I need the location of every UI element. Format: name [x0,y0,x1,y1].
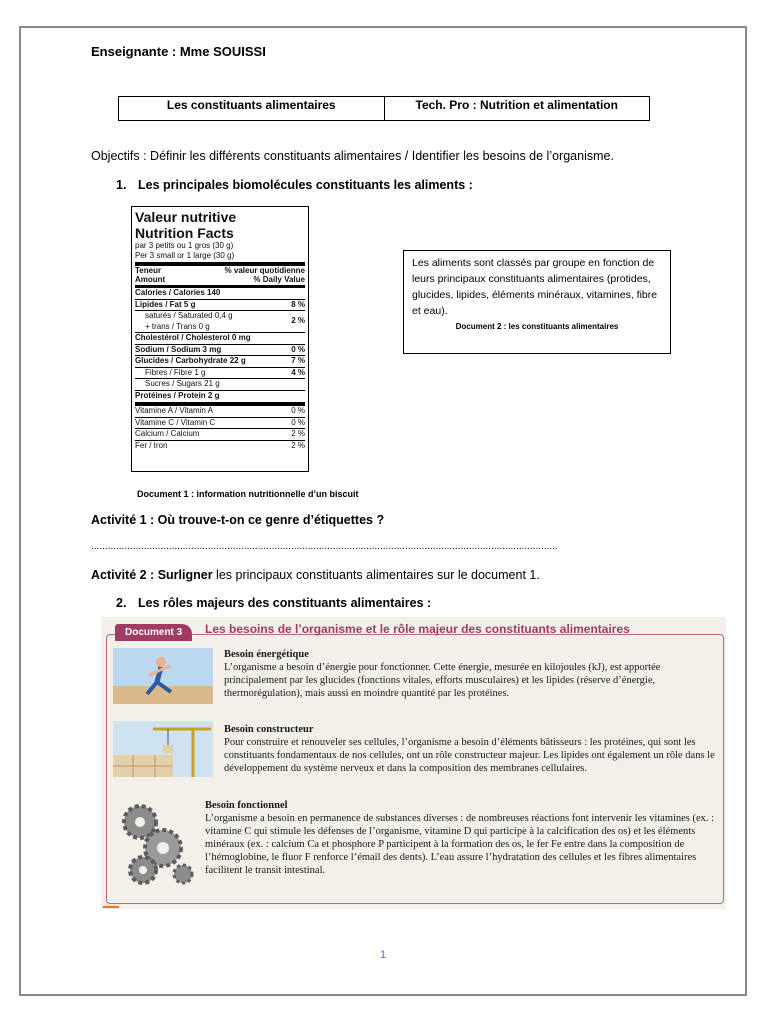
activity-1: Activité 1 : Où trouve-t-on ce genre d’étiquettes ? [91,513,385,527]
section-1-heading [116,178,473,192]
nf-fibre-pct: 4 % [291,367,305,377]
section-energetique [224,648,719,700]
nf-fat-pct: 8 % [291,299,305,309]
nf-hdr-daily: % Daily Value [253,275,305,284]
nf-title-fr: Valeur nutritive [135,209,237,225]
nf-vitamin-c: Vitamine C / Vitamin C [135,417,216,427]
fonctionnel-text: L’organisme a besoin en permanence de substances diverses : de nombreuses réactions font intervenir les vitamines (ex. : vitamine C qui stimule les défenses de l’organisme, vitamine D qui participe à la calcification des os) et les éléments minéraux (ex. : calcium Ca et phosphore P participent à la formation des os, le fer Fe entre dans la composition de l’hémoglobine, le fluor F renforce l’émail des dents). L’eau assure l’hydratation des cellules et les fibres alimentaires facilitent le transit intestinal. [205,813,715,876]
document-2-caption: Document 2 : les constituants alimentaires [455,322,619,331]
nf-iron: Fer / Iron [135,440,168,450]
document-3-title: Les besoins de l’organisme et le rôle majeur des constituants alimentaires [205,622,630,636]
document-3 [101,617,726,909]
section-1-number: 1. [116,178,127,192]
fonctionnel-title: Besoin fonctionnel [205,800,288,811]
section-2-number: 2. [116,596,127,610]
nf-vitamin-a: Vitamine A / Vitamin A [135,406,213,415]
section-fonctionnel [205,799,720,877]
document-2-text: Les aliments sont classés par groupe en fonction de leurs principaux constituants alimentaires (protides, glucides, lipides, éléments minéraux, vitamines, fibre et eau). [412,257,658,317]
energetique-text: L’organisme a besoin d’énergie pour fonctionner. Cette énergie, mesurée en kilojoules (kJ), est apportée principalement par les glucides (fonctions vitales, efforts musculaires) et les lipides (réserve d’énergie, thermorégulation), mais aussi en moindre quantité par les protéines. [224,662,661,699]
nf-calcium: Calcium / Calcium [135,429,200,438]
nf-iron-pct: 2 % [291,440,305,450]
constructeur-text: Pour construire et renouveler ses cellules, l’organisme a besoin d’éléments bâtisseurs : les protéines, qui sont les constituants fondamentaux de nos cellules, ont un rôle constructeur majeur. Les lipides ont également un rôle dans le développement du système nerveux et dans la composition des membranes cellulaires. [224,737,715,774]
nf-serving-fr: par 3 petits ou 1 gros (30 g) [135,241,234,250]
decorative-mark [103,906,119,908]
teacher-name: Enseignante : Mme SOUISSI [91,44,266,59]
nf-fibre: Fibres / Fibre 1 g [145,367,206,377]
nf-vitamin-a-pct: 0 % [291,406,305,415]
nf-sodium-pct: 0 % [291,344,305,354]
nf-calories: Calories / Calories 140 [135,288,221,297]
nf-title-en: Nutrition Facts [135,225,234,241]
activity-2 [91,568,540,582]
runner-illustration [113,648,213,704]
objectives: Objectifs : Définir les différents constituants alimentaires / Identifier les besoins de l’organisme. [91,149,614,163]
header-table [118,96,650,121]
nf-sugars: Sucres / Sugars 21 g [145,379,220,388]
nf-hdr-valeur: % valeur quotidienne [224,266,305,275]
document-1-caption: Document 1 : information nutritionnelle d’un biscuit [137,489,359,499]
constructeur-title: Besoin constructeur [224,724,314,735]
section-2-title: Les rôles majeurs des constituants alimentaires : [138,596,432,610]
header-course: Tech. Pro : Nutrition et alimentation [384,97,650,120]
nf-serving-en: Per 3 small or 1 large (30 g) [135,251,235,260]
nf-sat-pct: 2 % [291,316,305,326]
energetique-title: Besoin énergétique [224,649,309,660]
activity-2-label: Activité 2 : [91,568,155,582]
document-2-box [403,250,671,354]
document-3-badge: Document 3 [115,624,192,641]
nf-fat: Lipides / Fat 5 g [135,299,196,309]
nf-sodium: Sodium / Sodium 3 mg [135,344,222,354]
nutrition-facts-label [131,206,309,472]
nf-vitamin-c-pct: 0 % [291,417,305,427]
nf-cholesterol: Cholestérol / Cholesterol 0 mg [135,333,251,342]
nf-carbohydrate: Glucides / Carbohydrate 22 g [135,356,246,365]
nf-saturated: saturés / Saturated 0,4 g [145,311,233,320]
activity-2-verb: Surligner [157,568,213,582]
nf-hdr-amount: Amount [135,275,166,284]
section-constructeur [224,723,719,775]
nf-trans: + trans / Trans 0 g [145,321,210,331]
nf-carb-pct: 7 % [291,356,305,365]
nf-hdr-teneur: Teneur [135,266,162,275]
header-topic: Les constituants alimentaires [166,98,336,112]
construction-illustration [113,721,213,777]
section-2-heading [116,596,431,610]
activity-2-text: les principaux constituants alimentaires sur le document 1. [212,568,540,582]
page-number: 1 [380,949,387,961]
nf-protein: Protéines / Protein 2 g [135,390,220,400]
answer-line: ........................................................................................................................................................................ [91,541,558,552]
nf-calcium-pct: 2 % [291,429,305,438]
section-1-title: Les principales biomolécules constituants les aliments : [138,178,473,192]
gears-illustration [115,800,195,888]
